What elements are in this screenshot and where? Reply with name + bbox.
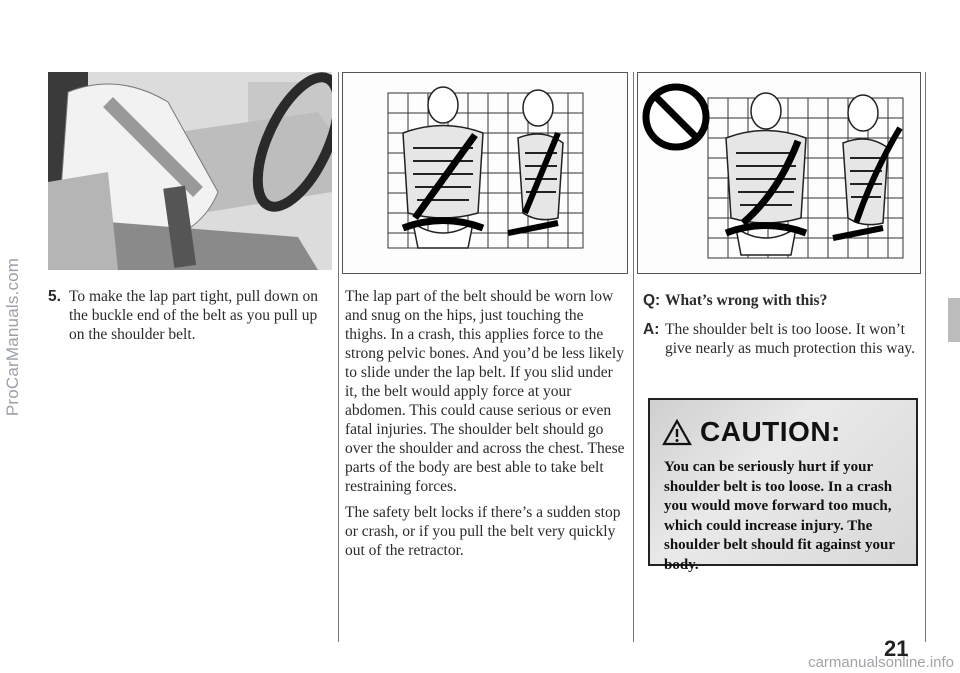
- column-divider: [338, 72, 339, 642]
- side-watermark: [2, 0, 24, 673]
- section-tab-marker: [948, 298, 960, 342]
- lap-belt-paragraph: The lap part of the belt should be worn low and snug on the hips, just touching the thighs. In a crash, this applies force to the strong pelvic bones. And you’d be less likely to slide under the lap belt. If you slid under it, the belt would apply force at your abdomen. This could cause serious or even fatal injuries. The shoulder belt should go over the shoulder and across the chest. These parts of the body are best able to take belt restraining forces.: [345, 288, 625, 495]
- warning-triangle-icon: [662, 419, 692, 446]
- question-answer: [643, 291, 923, 368]
- step-text: To make the lap part tight, pull down on the buckle end of the belt as you pull up on the shoulder belt.: [68, 288, 318, 343]
- column-divider: [925, 72, 926, 642]
- driver-photo-illustration: [48, 72, 332, 270]
- question-text: What’s wrong with this?: [665, 292, 828, 309]
- answer-label: A:: [643, 321, 660, 338]
- bottom-watermark: carmanualsonline.info: [808, 654, 954, 671]
- caution-title: CAUTION:: [700, 416, 841, 447]
- no-symbol: [646, 87, 706, 147]
- page-number: 21: [884, 636, 909, 661]
- caution-box: [648, 398, 918, 573]
- step-number: 5.: [48, 288, 61, 305]
- answer-text: The shoulder belt is too loose. It won’t give nearly as much protection this way.: [665, 321, 915, 357]
- correct-belt-fit-figure: [342, 72, 628, 274]
- side-watermark-text: ProCarManuals.com: [3, 257, 22, 416]
- loose-belt-figure: [637, 72, 921, 274]
- column-divider: [633, 72, 634, 642]
- question-row: [643, 291, 923, 310]
- step-5: [48, 287, 333, 344]
- middle-column-text: [345, 287, 628, 560]
- seated-driver-belt-photo: [48, 72, 332, 270]
- answer-row: [643, 320, 923, 358]
- caution-text: You can be seriously hurt if your shoulder belt is too loose. In a crash you would move forward too much, which could increase injury. The shoulder belt should fit against your body.: [664, 459, 895, 573]
- caution-header: [662, 416, 841, 448]
- skeleton-correct-belt-fit: [343, 73, 627, 273]
- skeleton-loose-belt: [638, 73, 920, 273]
- belt-locking-paragraph: The safety belt locks if there’s a sudden stop or crash, or if you pull the belt very quickly out of the retractor.: [345, 504, 621, 559]
- question-label: Q:: [643, 292, 661, 309]
